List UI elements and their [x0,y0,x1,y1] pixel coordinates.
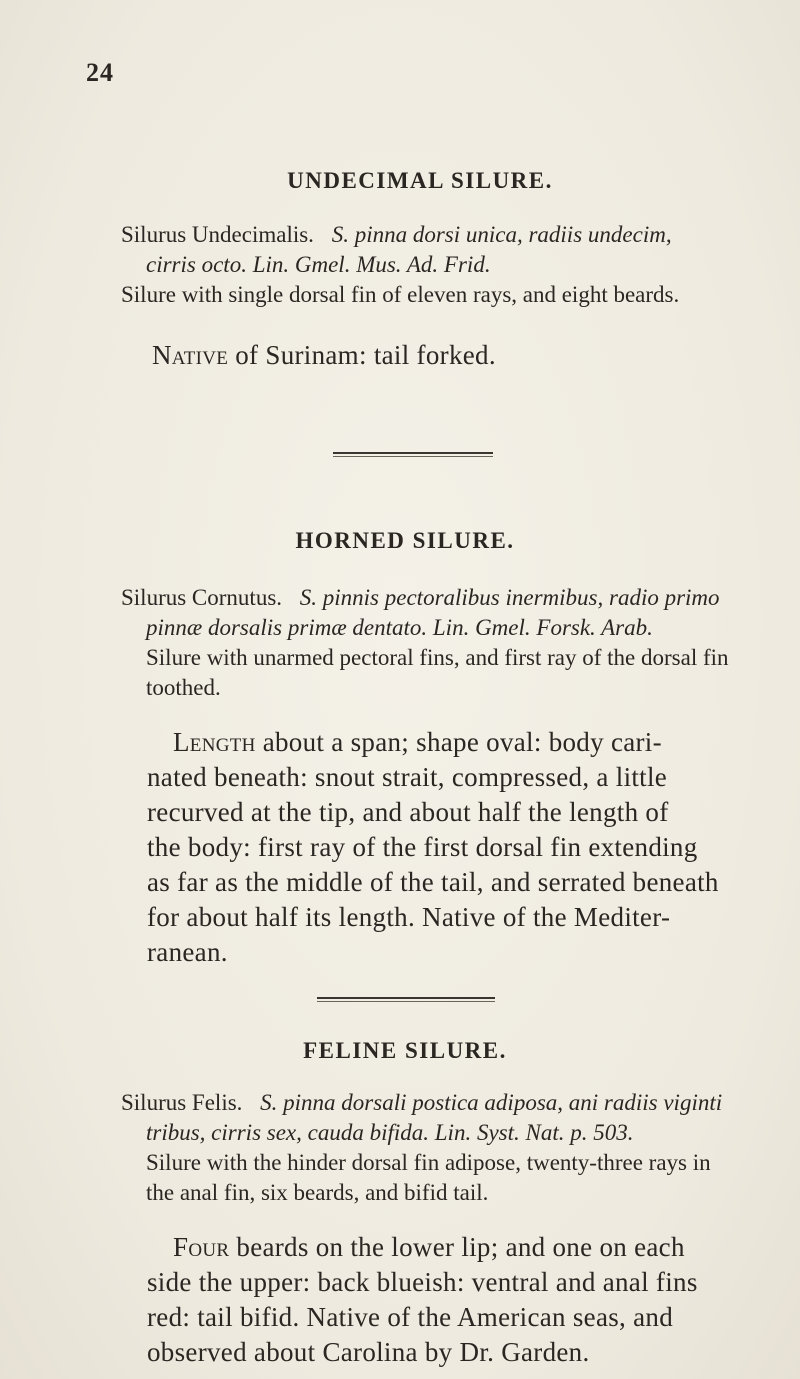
description-line: red: tail bifid. Native of the American seas, and [147,1302,674,1332]
latin-description-line: cirris octo. Lin. Gmel. Mus. Ad. Frid. [146,252,491,277]
english-description-line: Silure with the hinder dorsal fin adipose, twenty-three rays in [146,1150,711,1175]
description-line [173,1232,685,1263]
description-text: of Surinam: tail forked. [228,340,496,370]
description-line: side the upper: back blueish: ventral and anal fins [147,1267,698,1297]
latin-text: S. pinna dorsi unica, radiis undecim, [331,222,672,247]
species-name: Silurus Cornutus. [121,585,283,610]
description-line: recurved at the tip, and about half the length of [147,797,669,827]
section-divider [333,452,493,457]
description-text: about a span; shape oval: body cari- [255,727,662,757]
description-line [173,727,662,758]
latin-description-line [121,222,672,248]
description-line: ranean. [147,937,228,967]
description-line: for about half its length. Native of the Mediter- [147,902,671,932]
page-number: 24 [86,58,114,87]
english-description-line: the anal fin, six beards, and bifid tail. [146,1180,489,1205]
description-text: beards on the lower lip; and one on each [229,1232,685,1262]
latin-text: S. pinna dorsali postica adiposa, ani radiis viginti [260,1090,723,1115]
latin-description-line [121,1090,722,1116]
species-name: Silurus Felis. [121,1090,243,1115]
description-line: nated beneath: snout strait, compressed, a little [147,762,668,792]
latin-text: S. pinnis pectoralibus inermibus, radio primo [299,585,720,610]
english-description-line: toothed. [146,675,221,700]
latin-description-line: pinnæ dorsalis primæ dentato. Lin. Gmel. Forsk. Arab. [146,615,653,640]
english-description-line: Silure with single dorsal fin of eleven rays, and eight beards. [121,282,680,307]
section-heading-horned: HORNED SILURE. [295,528,515,553]
description-line: observed about Carolina by Dr. Garden. [147,1337,590,1367]
section-divider [317,997,495,1002]
description-lead: Four [173,1232,230,1262]
section-heading-undecimal: UNDECIMAL SILURE. [287,168,553,193]
description-lead: Native [152,340,229,370]
section-heading-feline: FELINE SILURE. [303,1038,507,1063]
species-name: Silurus Undecimalis. [121,222,314,247]
description-line: the body: first ray of the first dorsal fin extending [147,832,698,862]
description-lead: Length [173,727,256,757]
description-line: as far as the middle of the tail, and serrated beneath [147,867,719,897]
english-description-line: Silure with unarmed pectoral fins, and first ray of the dorsal fin [146,645,729,670]
latin-description-line: tribus, cirris sex, cauda bifida. Lin. Syst. Nat. p. 503. [146,1120,634,1145]
description-paragraph [152,340,496,371]
latin-description-line [121,585,720,611]
